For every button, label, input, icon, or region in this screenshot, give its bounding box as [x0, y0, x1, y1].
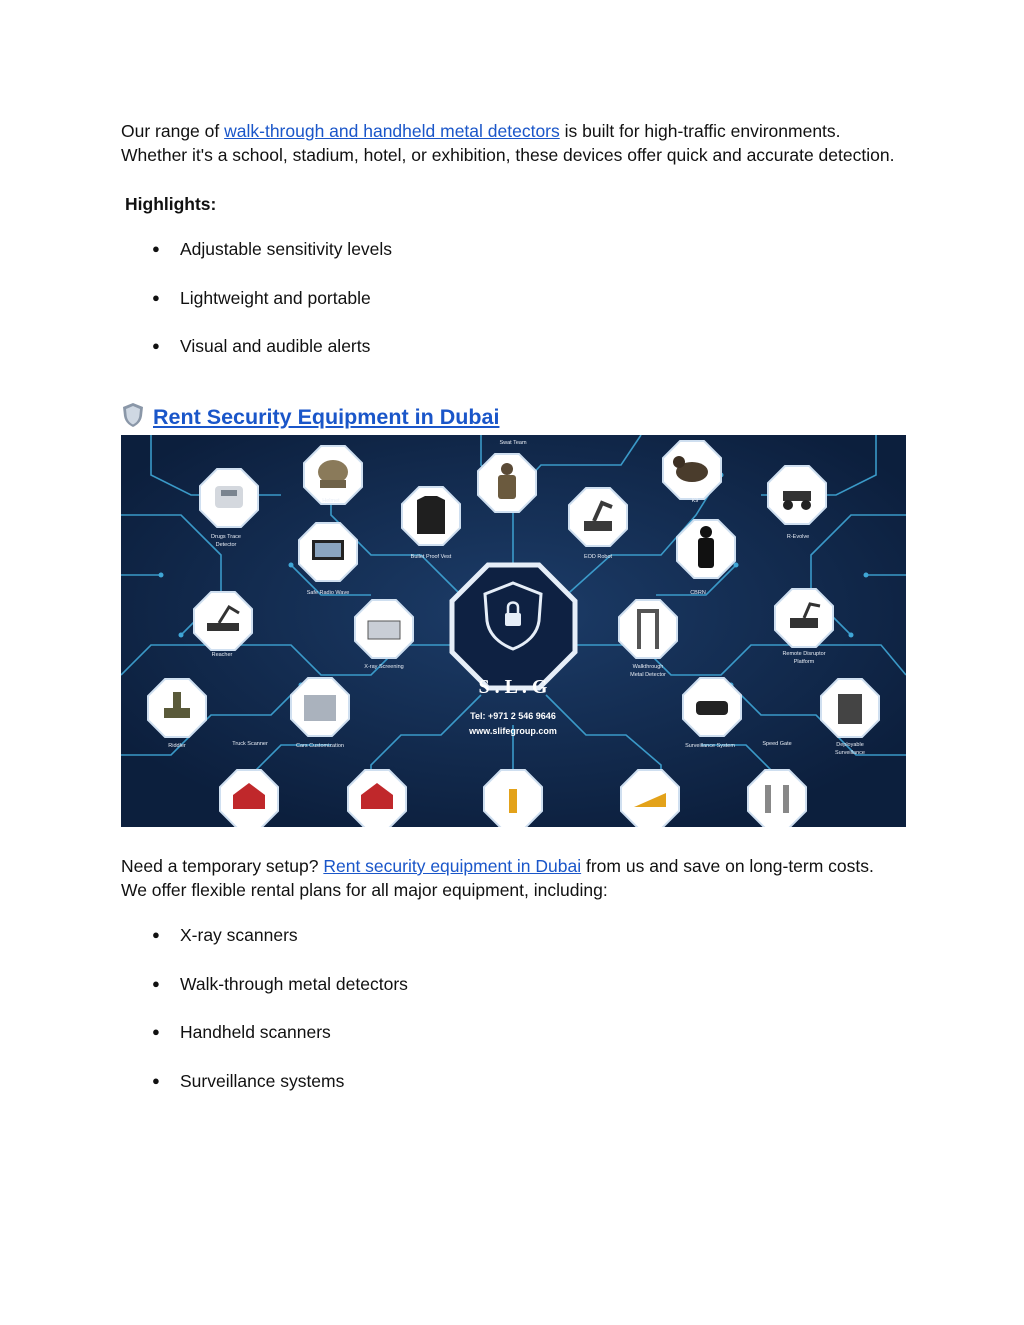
list-item: ● Handheld scanners: [121, 1020, 408, 1069]
intro-text-start: Our range of: [121, 121, 225, 141]
shield-icon: [121, 402, 145, 433]
list-item: ● Surveillance systems: [121, 1069, 408, 1118]
slg-logo: [452, 565, 575, 688]
metal-detectors-link[interactable]: walk-through and handheld metal detectors: [224, 121, 560, 141]
slg-equipment-banner: [121, 435, 906, 827]
label-eod: EOD Robot: [583, 554, 613, 560]
label-k9: K9: [691, 498, 699, 504]
list-item: ● Walk-through metal detectors: [121, 972, 408, 1021]
label-xray: X-ray Screening: [364, 664, 404, 670]
banner-website: www.slifegroup.com: [469, 726, 557, 736]
logo-text: S . L . G: [478, 676, 548, 698]
label-surveillance: Surveillance System: [685, 743, 735, 749]
section-heading: [121, 402, 499, 432]
banner-phone: Tel: +971 2 546 9646: [470, 711, 556, 721]
label-cars: Cars Customization: [296, 743, 344, 749]
label-walk-1: Walkthrough: [632, 664, 664, 670]
rent-text-start: Need a temporary setup?: [121, 856, 324, 876]
label-deploy-1: Deployable: [836, 742, 864, 748]
rent-paragraph: [121, 854, 901, 902]
label-riddler: Riddler: [168, 743, 186, 749]
rent-security-heading-link[interactable]: Rent Security Equipment in Dubai: [153, 404, 500, 429]
label-truck: Truck Scanner: [232, 741, 268, 747]
rent-security-link[interactable]: Rent security equipment in Dubai: [323, 856, 582, 876]
label-remote-1: Remote Disruptor: [782, 651, 826, 657]
label-drugs-1: Drugs Trace: [211, 534, 241, 540]
label-revolve: R-Evolve: [786, 534, 810, 540]
label-vest: Bullet Proof Vest: [410, 554, 452, 560]
list-item: ● X-ray scanners: [121, 923, 408, 972]
label-helmet: Helmet: [322, 498, 340, 504]
label-speed-gate: Speed Gate: [762, 741, 792, 747]
highlights-label: Highlights:: [125, 194, 217, 214]
intro-text-end: is built for high-traffic environments. Whether it's a school, stadium, hotel, or exhibition, these devices offer quick and accurate detection.: [121, 121, 895, 165]
label-cbrn: CBRN: [690, 590, 706, 596]
rent-items-list: [121, 923, 408, 1117]
list-item: ● Visual and audible alerts: [121, 334, 392, 383]
label-deploy-2: Surveillance: [835, 750, 865, 756]
intro-paragraph: [121, 119, 901, 167]
highlights-list: [121, 237, 392, 383]
label-radio: Safe Radio Wave: [306, 590, 350, 596]
label-drugs-2: Detector: [215, 542, 237, 548]
rent-text-end: from us and save on long-term costs. We offer flexible rental plans for all major equipment, including:: [121, 856, 874, 900]
label-walk-2: Metal Detector: [630, 672, 666, 678]
list-item: ● Adjustable sensitivity levels: [121, 237, 392, 286]
label-remote-2: Platform: [793, 659, 815, 665]
label-swat: Swat Team: [499, 440, 527, 446]
list-item: ● Lightweight and portable: [121, 286, 392, 335]
label-reacher: Reacher: [211, 652, 233, 658]
